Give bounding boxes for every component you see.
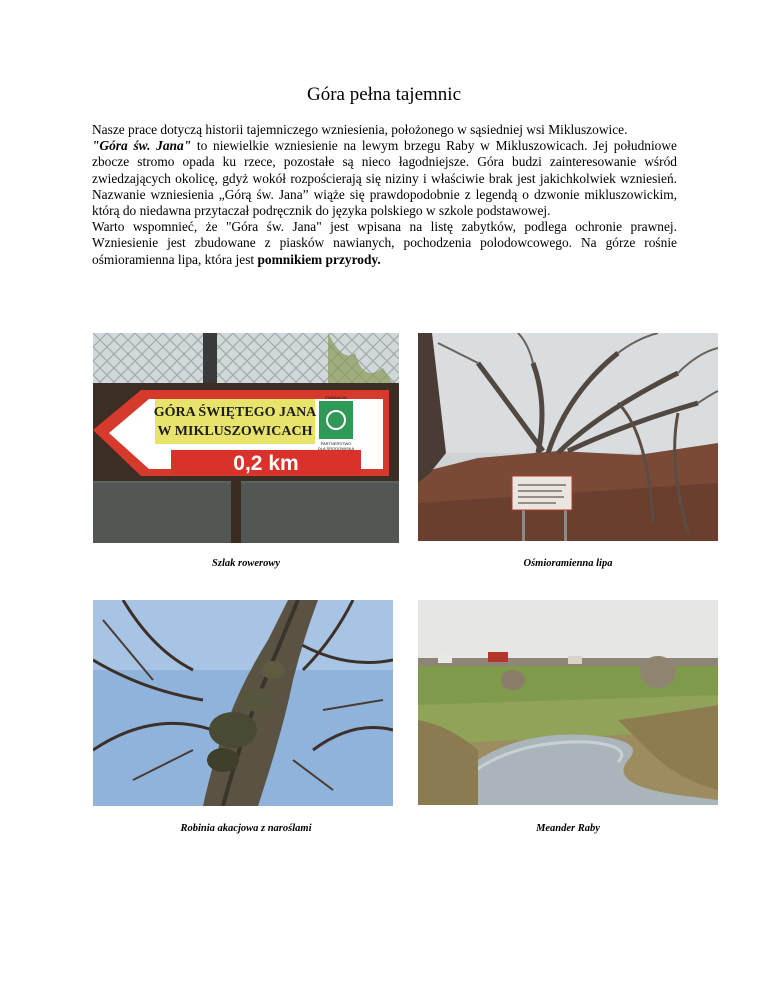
paragraph-2	[92, 138, 677, 219]
sign-distance: 0,2 km	[233, 452, 299, 475]
sign-line-1: GÓRA ŚWIĘTEGO JANA	[153, 405, 317, 420]
photo-river-meander	[418, 600, 718, 805]
page-title: Góra pełna tajemnic	[306, 84, 462, 105]
sign-logo-text-2: PARTNERSTWO	[320, 441, 352, 446]
intro-text	[92, 122, 677, 268]
paragraph-1: Nasze prace dotyczą historii tajemniczego wzniesienia, położonego w sąsiedniej wsi Mikluszowice.	[92, 122, 628, 137]
caption-linden-tree: Ośmioramienna lipa	[523, 558, 613, 569]
photo-robinia	[93, 600, 393, 806]
paragraph-2-text: to niewielkie wzniesienie na lewym brzegu Raby w Mikluszowicach. Jej południowe zbocze stromo opada ku rzece, pozostałe są nieco łagodniejsze. Góra budzi zainteresowanie wśród zwiedzających okolicę, gdyż wokół rozpościerają się niziny i właściwie brak jest jakichkolwiek wzniesień. Nazwanie wzniesienia „Górą św. Jana” wiąże się prawdopodobnie z legendą o dzwonie mikluszowickim, którą do niedawna przytaczał podręcznik do języka polskiego w szkole podstawowej.	[92, 138, 677, 219]
caption-bike-trail: Szlak rowerowy	[212, 558, 280, 569]
paragraph-3	[92, 219, 677, 268]
paragraph-2-lead: "Góra św. Jana"	[92, 138, 192, 154]
photo-bike-trail-sign	[93, 333, 399, 543]
linden-photo-illustration	[418, 333, 718, 541]
caption-robinia: Robinia akacjowa z naroślami	[180, 823, 312, 834]
meander-photo-illustration	[418, 600, 718, 805]
paragraph-3-bold: pomnikiem przyrody.	[257, 251, 381, 267]
paragraph-3-text: Warto wspomnieć, że "Góra św. Jana" jest wpisana na listę zabytków, podlega ochronie prawnej. Wzniesienie jest zbudowane z piasków nawianych, pochodzenia polodowcowego. Na górze rośnie ośmioramienna lipa, która jest	[92, 219, 677, 267]
sign-line-2: W MIKLUSZOWICACH	[157, 424, 313, 439]
photo-linden-tree	[418, 333, 718, 541]
robinia-photo-illustration	[93, 600, 393, 806]
sign-logo-text-1: FUNDACJA	[325, 395, 347, 400]
sign-photo-illustration	[93, 333, 399, 543]
caption-meander: Meander Raby	[536, 823, 600, 834]
sign-logo-text-3: DLA ŚRODOWISKA	[317, 446, 355, 451]
